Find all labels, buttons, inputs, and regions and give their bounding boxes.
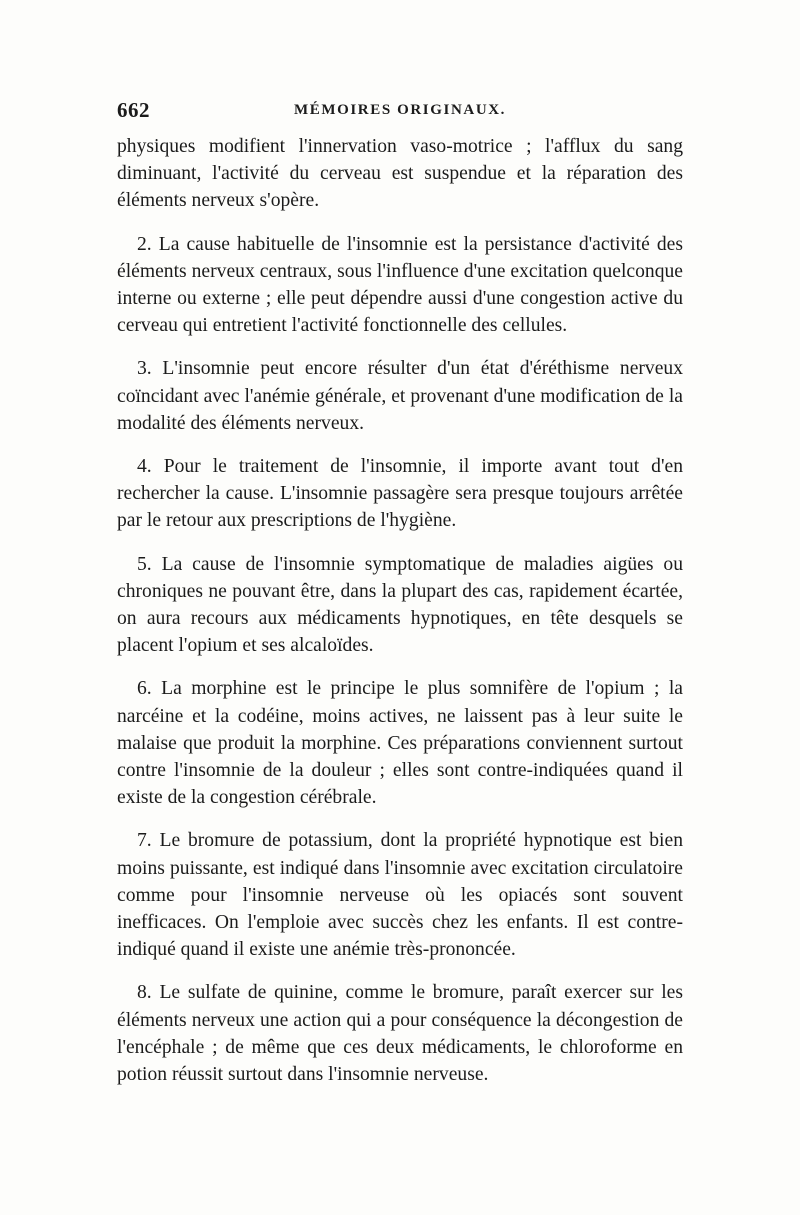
running-title: MÉMOIRES ORIGINAUX. bbox=[293, 102, 507, 118]
page-number: 662 bbox=[117, 98, 150, 122]
paragraph-8: 8. Le sulfate de quinine, comme le bromure, paraît exercer sur les éléments nerveux une action qui a pour conséquence la décongestion de l'encéphale ; de même que ces deux médicaments, le chloroforme en potion réussit surtout dans l'insomnie nerveuse. bbox=[117, 982, 683, 1086]
paragraph-continuation: physiques modifient l'innervation vaso-motrice ; l'afflux du sang diminuant, l'activité du cerveau est suspendue et la réparation des éléments nerveux s'opère. bbox=[117, 136, 683, 212]
paragraph-7: 7. Le bromure de potassium, dont la propriété hypnotique est bien moins puissante, est indiqué dans l'insomnie avec excitation circulatoire comme pour l'insomnie nerveuse où les opiacés sont souvent inefficaces. On l'emploie avec succès chez les enfants. Il est contre-indiqué quand il existe une anémie très-prononcée. bbox=[117, 830, 683, 961]
page-header bbox=[117, 98, 683, 128]
paragraph-6: 6. La morphine est le principe le plus somnifère de l'opium ; la narcéine et la codéine, moins actives, ne laissent pas à leur suite le malaise que produit la morphine. Ces préparations conviennent surtout contre l'insomnie de la douleur ; elles sont contre-indiquées quand il existe de la congestion cérébrale. bbox=[117, 678, 683, 809]
paragraph-3: 3. L'insomnie peut encore résulter d'un état d'éréthisme nerveux coïncidant avec l'anémie générale, et provenant d'une modification de la modalité des éléments nerveux. bbox=[117, 358, 683, 434]
paragraph-2: 2. La cause habituelle de l'insomnie est la persistance d'activité des éléments nerveux centraux, sous l'influence d'une excitation quelconque interne ou externe ; elle peut dépendre aussi d'une congestion active du cerveau qui entretient l'activité fonctionnelle des cellules. bbox=[117, 233, 683, 337]
paragraph-4: 4. Pour le traitement de l'insomnie, il importe avant tout d'en rechercher la cause. L'insomnie passagère sera presque toujours arrêtée par le retour aux prescriptions de l'hygiène. bbox=[117, 456, 683, 532]
paragraph-5: 5. La cause de l'insomnie symptomatique de maladies aigües ou chroniques ne pouvant être, dans la plupart des cas, rapidement écartée, on aura recours aux médicaments hypnotiques, en tête desquels se placent l'opium et ses alcaloïdes. bbox=[117, 553, 683, 657]
body-text bbox=[117, 133, 683, 1104]
